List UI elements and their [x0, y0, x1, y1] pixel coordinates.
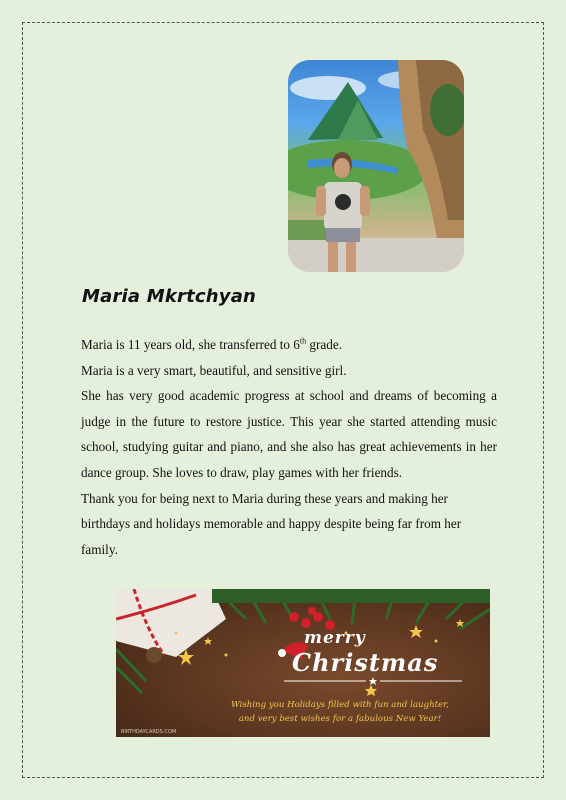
description-line: Maria is a very smart, beautiful, and sensitive girl.: [81, 362, 347, 378]
child-name-heading: Maria Mkrtchyan: [82, 286, 257, 307]
card-title-merry: merry: [304, 628, 366, 648]
profile-text: [81, 332, 497, 562]
card-watermark: BIRTHDAYCARDS.COM: [121, 729, 177, 735]
thanks-line-3: family.: [81, 541, 118, 557]
card-wish-text: Wishing you Holidays filled with fun and laughter, and very best wishes for a fabulous New Year!: [230, 700, 450, 724]
thanks-line-1: Thank you for being next to Maria during these years and making her: [81, 490, 448, 506]
achievements-paragraph: She has very good academic progress at school and dreams of becoming a judge in the future to restore justice. This year she started attending music school, studying guitar and piano, and she also has great achievements in her dance group. She loves to draw, play games with her friends.: [81, 388, 497, 480]
thanks-line-2: birthdays and holidays memorable and happy despite being far from her: [81, 516, 462, 532]
portrait-photo: [288, 60, 464, 272]
card-title-christmas: Christmas: [292, 648, 439, 677]
age-line: Maria is 11 years old, she transferred to 6th grade.: [81, 336, 342, 352]
